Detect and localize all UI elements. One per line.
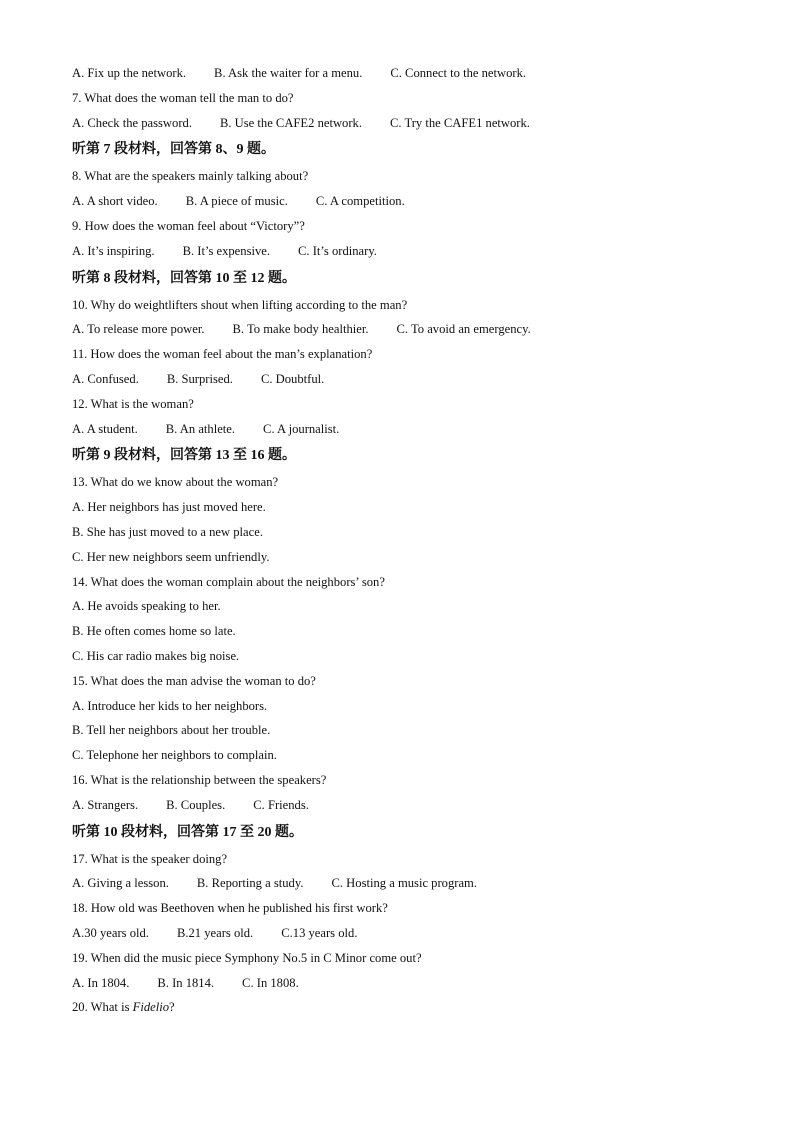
question-20-title: Fidelio [132, 1000, 170, 1015]
section-heading: 听第 9 段材料，回答第 13 至 16 题。 [72, 448, 296, 464]
option-c: C. In 1808. [242, 975, 299, 990]
option-b: B. Surprised. [166, 371, 233, 386]
option-c: C. Hosting a music program. [331, 876, 477, 891]
option-a: A. Fix up the network. [72, 66, 187, 80]
question-line: 19. When did the music piece Symphony No.5 in C Minor come out? [72, 950, 422, 965]
question-line: 16. What is the relationship between the speakers? [72, 772, 327, 787]
question-line: 9. How does the woman feel about “Victory”? [72, 218, 305, 233]
question-line: 17. What is the speaker doing? [72, 851, 228, 866]
option-a: A. A short video. [72, 194, 158, 209]
answer-options [72, 871, 752, 896]
question-line: 7. What does the woman tell the man to do? [72, 90, 294, 105]
option-c: C. Connect to the network. [390, 66, 527, 80]
option-c: C. Try the CAFE1 network. [390, 115, 530, 130]
option-a: A. Check the password. [72, 115, 192, 130]
section-heading: 听第 7 段材料，回答第 8、9 题。 [72, 142, 275, 158]
option-b: B. A piece of music. [185, 194, 288, 209]
question-list [72, 61, 752, 995]
exam-page [72, 61, 752, 1020]
question-20 [72, 995, 752, 1020]
option-c: C. Friends. [253, 797, 309, 812]
question-line: A. Her neighbors has just moved here. [72, 500, 266, 515]
option-b: B. Couples. [166, 797, 226, 812]
question-line: 14. What does the woman complain about the neighbors’ son? [72, 574, 385, 589]
question-line: 10. Why do weightlifters shout when lifting according to the man? [72, 297, 408, 312]
option-c: C. A competition. [315, 194, 405, 209]
option-a: A. It’s inspiring. [72, 243, 155, 258]
question-line: C. Telephone her neighbors to complain. [72, 748, 277, 763]
option-c: C. It’s ordinary. [298, 243, 377, 258]
option-b: B. Ask the waiter for a menu. [214, 66, 363, 80]
question-line: C. Her new neighbors seem unfriendly. [72, 549, 270, 564]
option-a: A. Strangers. [72, 797, 139, 812]
answer-options [72, 417, 752, 442]
option-b: B. An athlete. [165, 421, 236, 436]
answer-options [72, 921, 752, 946]
question-20-suffix: ? [169, 1000, 175, 1015]
option-a: A. A student. [72, 421, 138, 436]
question-line: 12. What is the woman? [72, 396, 194, 411]
answer-options [72, 239, 752, 264]
question-line: 13. What do we know about the woman? [72, 475, 279, 490]
option-b: B. In 1814. [157, 975, 215, 990]
option-c: C. To avoid an emergency. [396, 322, 531, 337]
answer-options [72, 61, 752, 86]
question-line: 8. What are the speakers mainly talking about? [72, 169, 309, 184]
answer-options [72, 793, 752, 818]
answer-options [72, 317, 752, 342]
question-line: B. Tell her neighbors about her trouble. [72, 723, 271, 738]
question-line: C. His car radio makes big noise. [72, 648, 240, 663]
option-a: A. To release more power. [72, 322, 205, 337]
question-line: A. Introduce her kids to her neighbors. [72, 698, 268, 713]
question-line: 15. What does the man advise the woman to do? [72, 673, 316, 688]
option-a: A. Confused. [72, 371, 139, 386]
answer-options [72, 971, 752, 996]
option-c: C.13 years old. [281, 925, 358, 940]
option-c: C. A journalist. [263, 421, 340, 436]
option-b: B. To make body healthier. [232, 322, 369, 337]
question-line: B. He often comes home so late. [72, 624, 236, 639]
question-line: 11. How does the woman feel about the man’s explanation? [72, 347, 373, 362]
answer-options [72, 367, 752, 392]
option-b: B.21 years old. [176, 925, 254, 940]
option-a: A. In 1804. [72, 975, 130, 990]
option-c: C. Doubtful. [260, 371, 325, 386]
section-heading: 听第 8 段材料，回答第 10 至 12 题。 [72, 270, 296, 286]
option-b: B. Use the CAFE2 network. [219, 115, 362, 130]
option-a: A.30 years old. [72, 925, 149, 940]
answer-options [72, 111, 752, 136]
question-line: B. She has just moved to a new place. [72, 524, 263, 539]
option-b: B. Reporting a study. [196, 876, 304, 891]
option-a: A. Giving a lesson. [72, 876, 169, 891]
question-line: 18. How old was Beethoven when he published his first work? [72, 901, 388, 916]
question-20-prefix: 20. What is [72, 1000, 133, 1015]
option-b: B. It’s expensive. [182, 243, 271, 258]
section-heading: 听第 10 段材料，回答第 17 至 20 题。 [72, 824, 303, 840]
answer-options [72, 189, 752, 214]
question-line: A. He avoids speaking to her. [72, 599, 221, 614]
